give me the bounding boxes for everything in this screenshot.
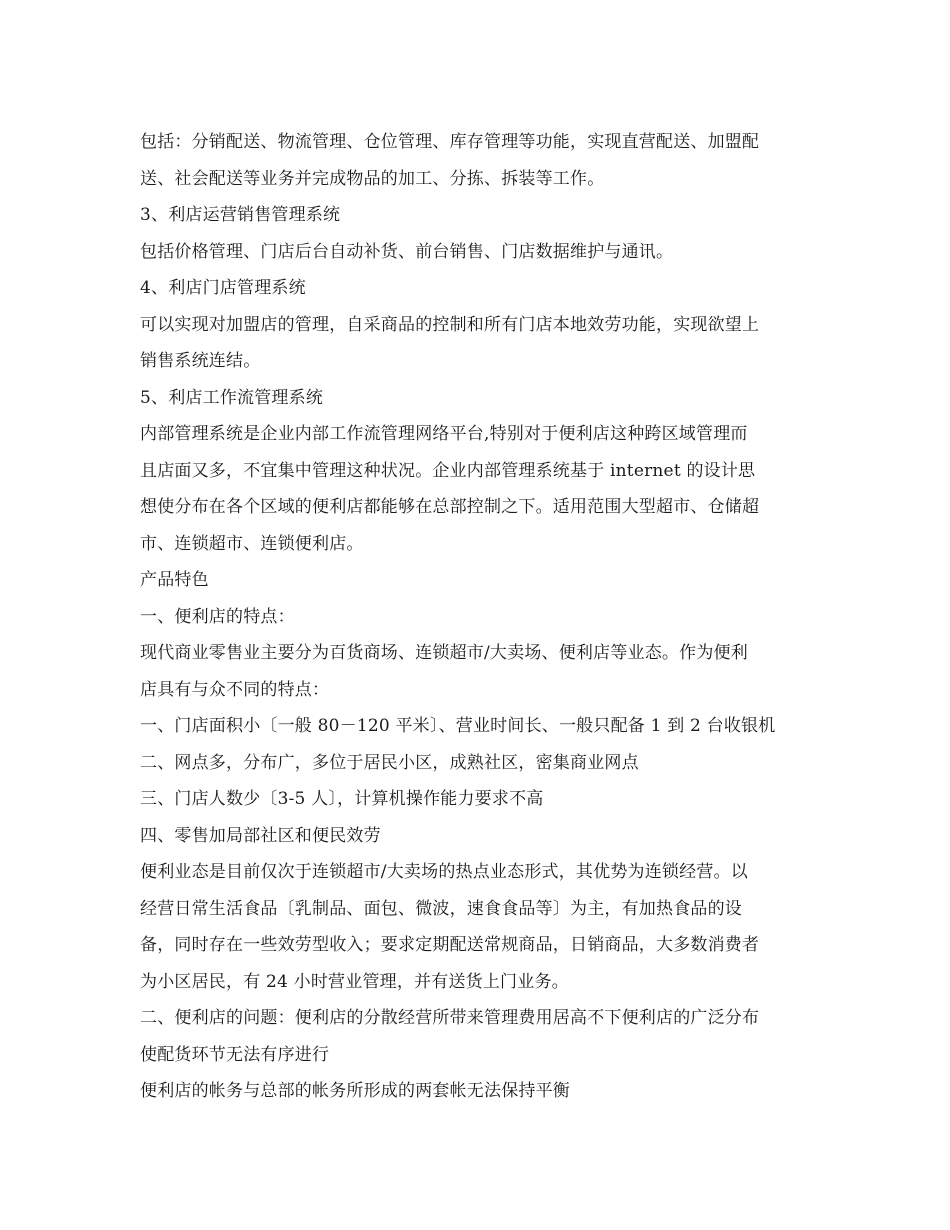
text-line: 包括：分销配送、物流管理、仓位管理、库存管理等功能，实现直营配送、加盟配 — [140, 132, 760, 152]
list-item: 二、网点多，分布广，多位于居民小区，成熟社区，密集商业网点 — [140, 752, 639, 773]
text-line: 为小区居民，有 24 小时营业管理，并有送货上门业务。 — [140, 971, 569, 992]
text-line: 市、连锁超市、连锁便利店。 — [140, 533, 364, 554]
text-line: 现代商业零售业主要分为百货商场、连锁超市/大卖场、便利店等业态。作为便利 — [140, 643, 748, 663]
text-line: 且店面又多，不宜集中管理这种状况。企业内部管理系统基于 internet 的设计思 — [140, 460, 756, 481]
text-line: 便利业态是目前仅次于连锁超市/大卖场的热点业态形式，其优势为连锁经营。以 — [140, 862, 748, 882]
section-heading: 一、便利店的特点： — [140, 606, 295, 627]
text-line: 销售系统连结。 — [140, 351, 261, 371]
text-line: 想使分布在各个区域的便利店都能够在总部控制之下。适用范围大型超市、仓储超 — [140, 497, 760, 517]
text-line: 经营日常生活食品〔乳制品、面包、微波，速食食品等〕为主，有加热食品的设 — [140, 898, 742, 919]
list-item: 一、门店面积小〔一般 80－120 平米〕、营业时间长、一般只配备 1 到 2 台收银机 — [140, 716, 776, 736]
text-line: 送、社会配送等业务并完成物品的加工、分拣、拆装等工作。 — [140, 168, 605, 189]
text-line: 可以实现对加盟店的管理，自采商品的控制和所有门店本地效劳功能，实现欲望上 — [140, 314, 760, 335]
section-heading: 4、利店门店管理系统 — [140, 278, 306, 298]
section-heading: 产品特色 — [140, 570, 209, 590]
list-item: 四、零售加局部社区和便民效劳 — [140, 825, 381, 846]
text-line: 便利店的帐务与总部的帐务所形成的两套帐无法保持平衡 — [140, 1081, 570, 1101]
list-item: 三、门店人数少〔3-5 人〕，计算机操作能力要求不高 — [140, 789, 544, 809]
text-line: 备，同时存在一些效劳型收入；要求定期配送常规商品，日销商品，大多数消费者 — [140, 935, 760, 955]
document-body — [140, 124, 820, 1110]
text-line: 店具有与众不同的特点： — [140, 679, 330, 700]
text-line: 包括价格管理、门店后台自动补货、前台销售、门店数据维护与通讯。 — [140, 241, 674, 262]
section-heading: 5、利店工作流管理系统 — [140, 387, 324, 408]
section-heading: 3、利店运营销售管理系统 — [140, 205, 341, 225]
text-line: 内部管理系统是企业内部工作流管理网络平台,特别对于便利店这种跨区域管理而 — [140, 424, 748, 444]
text-line: 二、便利店的问题：便利店的分散经营所带来管理费用居高不下便利店的广泛分布 — [140, 1008, 760, 1028]
text-line: 使配货环节无法有序进行 — [140, 1044, 330, 1065]
